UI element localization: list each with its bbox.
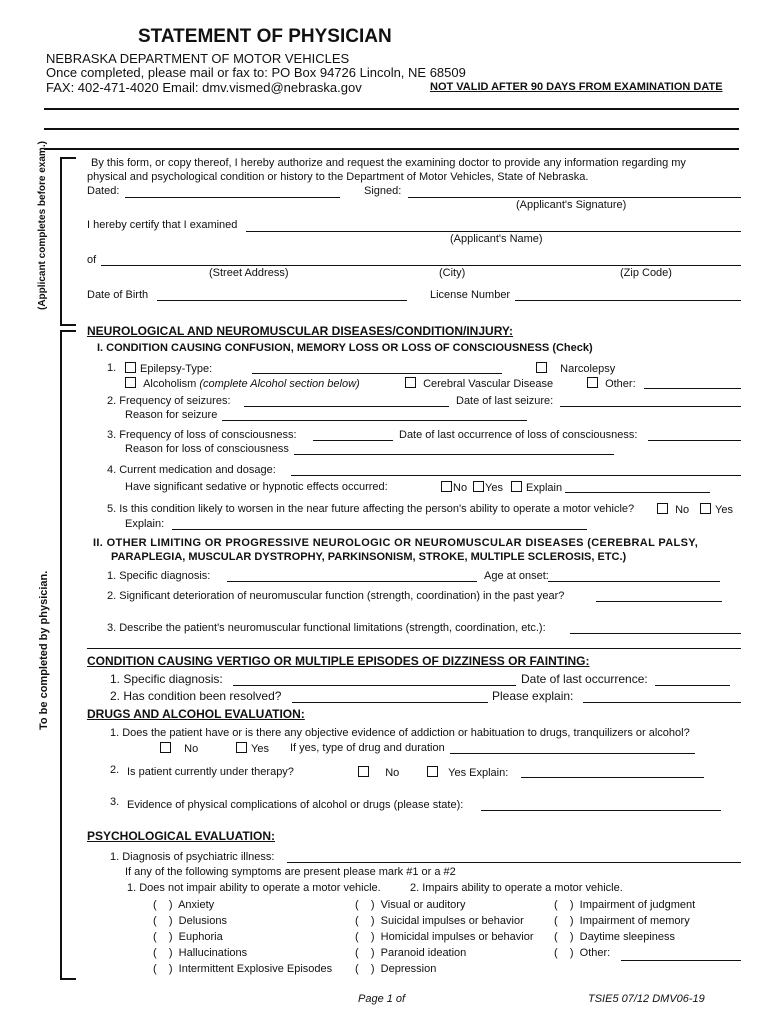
vertigo-last-field[interactable] <box>655 685 730 686</box>
therapy-explain-label: Yes Explain: <box>448 767 509 779</box>
sedative-yes-option <box>473 481 503 494</box>
symptom-row <box>153 929 332 945</box>
mail-instructions: Once completed, please mail or fax to: PO Box 94726 Lincoln, NE 68509 <box>46 65 466 80</box>
sedative-no-checkbox[interactable] <box>441 481 452 492</box>
symptom-row <box>355 913 534 929</box>
street-caption: (Street Address) <box>209 267 289 279</box>
symptom-row <box>355 929 534 945</box>
symptom-column-3 <box>554 897 695 961</box>
dated-field[interactable] <box>125 197 340 198</box>
dated-label: Dated: <box>87 185 120 197</box>
symptom-mark-field[interactable]: ( ) <box>153 947 179 959</box>
symptom-row <box>554 929 695 945</box>
symptom-label: Other: <box>579 947 611 959</box>
symptom-row <box>153 961 332 977</box>
sedative-yes-checkbox[interactable] <box>473 481 484 492</box>
addiction-no-option <box>160 742 198 755</box>
applicant-name-field[interactable] <box>246 231 741 232</box>
addiction-question: 1. Does the patient have or is there any objective evidence of addiction or habituation to drugs, tranquilizers or alcohol? <box>110 727 690 739</box>
page-number: Page 1 of <box>358 993 406 1005</box>
therapy-yes-option <box>427 766 508 779</box>
symptom-label: Depression <box>380 963 437 975</box>
symptom-label: Visual or auditory <box>380 899 466 911</box>
symptom-label: Suicidal impulses or behavior <box>380 915 524 927</box>
other-option <box>587 377 636 390</box>
signature-caption: (Applicant's Signature) <box>516 199 627 211</box>
sedative-explain-option <box>511 481 562 494</box>
symptom-mark-field[interactable]: ( ) <box>355 963 381 975</box>
worsen-yes-label: Yes <box>715 504 733 516</box>
consciousness-reason-label: Reason for loss of consciousness <box>125 443 289 455</box>
validity-notice: NOT VALID AFTER 90 DAYS FROM EXAMINATION DATE <box>430 81 723 93</box>
symptom-label: Euphoria <box>178 931 223 943</box>
symptom-mark-field[interactable]: ( ) <box>554 931 580 943</box>
neuro-heading: NEUROLOGICAL AND NEUROMUSCULAR DISEASES/CONDITION/INJURY: <box>87 324 514 338</box>
limitations-field[interactable] <box>570 633 741 634</box>
last-seizure-field[interactable] <box>560 406 741 407</box>
cerebral-option <box>405 377 553 390</box>
symptom-row <box>153 945 332 961</box>
seizure-reason-field[interactable] <box>222 420 527 421</box>
other-label: Other: <box>605 378 636 390</box>
symptom-mark-field[interactable]: ( ) <box>355 931 381 943</box>
complications-question: Evidence of physical complications of alcohol or drugs (please state): <box>127 799 464 811</box>
sedative-no-label: No <box>453 482 468 494</box>
complications-number: 3. <box>110 796 120 808</box>
header-divider-3 <box>44 148 739 150</box>
symptom-row <box>153 897 332 913</box>
of-label: of <box>87 254 97 266</box>
department-name: NEBRASKA DEPARTMENT OF MOTOR VEHICLES <box>46 51 350 66</box>
neuro-subheading-2: II. OTHER LIMITING OR PROGRESSIVE NEUROLOGIC OR NEUROMUSCULAR DISEASES (CEREBRAL PALSY, <box>93 537 699 549</box>
symptom-mark-field[interactable]: ( ) <box>355 947 381 959</box>
symptom-label: Hallucinations <box>178 947 248 959</box>
drug-type-label: If yes, type of drug and duration <box>290 742 445 754</box>
signed-label: Signed: <box>364 185 402 197</box>
symptom-other-field[interactable] <box>621 960 741 961</box>
consciousness-reason-field[interactable] <box>294 454 614 455</box>
vertigo-diagnosis-field[interactable] <box>233 685 516 686</box>
worsen-yes-option <box>700 503 733 516</box>
psych-diagnosis-field[interactable] <box>287 862 741 863</box>
vertigo-diagnosis-label: 1. Specific diagnosis: <box>110 672 223 686</box>
symptom-label: Impairment of memory <box>579 915 690 927</box>
addiction-yes-label: Yes <box>251 743 269 755</box>
specific-diagnosis-label: 1. Specific diagnosis: <box>107 570 211 582</box>
addiction-yes-checkbox[interactable] <box>236 742 247 753</box>
symptom-row <box>355 897 534 913</box>
symptom-label: Homicidal impulses or behavior <box>380 931 534 943</box>
certify-label: I hereby certify that I examined <box>87 219 238 231</box>
sedative-explain-label: Explain <box>526 482 563 494</box>
zip-caption: (Zip Code) <box>620 267 672 279</box>
therapy-number: 2. <box>110 764 120 776</box>
page-title: STATEMENT OF PHYSICIAN <box>138 26 392 47</box>
other-checkbox[interactable] <box>587 377 598 388</box>
symptom-mark-field[interactable]: ( ) <box>153 899 179 911</box>
narcolepsy-checkbox[interactable] <box>536 362 547 373</box>
deterioration-field[interactable] <box>596 601 722 602</box>
symptom-row <box>554 945 695 961</box>
symptom-column-1 <box>153 897 332 977</box>
physician-side-label: To be completed by physician. <box>38 570 50 730</box>
vertigo-explain-label: Please explain: <box>492 689 574 703</box>
symptom-mark-field[interactable]: ( ) <box>554 899 580 911</box>
dob-field[interactable] <box>157 300 407 301</box>
sedative-label: Have significant sedative or hypnotic effects occurred: <box>125 481 388 493</box>
addiction-yes-option <box>236 742 269 755</box>
symptom-mark-field[interactable]: ( ) <box>355 899 381 911</box>
vertigo-heading: CONDITION CAUSING VERTIGO OR MULTIPLE EPISODES OF DIZZINESS OR FAINTING: <box>87 654 590 668</box>
form-code: TSIE5 07/12 DMV06-19 <box>588 993 705 1005</box>
medication-label: 4. Current medication and dosage: <box>107 464 276 476</box>
dob-label: Date of Birth <box>87 289 149 301</box>
drug-type-field[interactable] <box>450 753 695 754</box>
cerebral-checkbox[interactable] <box>405 377 416 388</box>
therapy-no-option <box>358 766 399 779</box>
vertigo-explain-field[interactable] <box>583 702 741 703</box>
symptom-column-2 <box>355 897 534 977</box>
limitations-question: 3. Describe the patient's neuromuscular functional limitations (strength, coordination, etc.): <box>107 622 546 634</box>
vertigo-resolved-field[interactable] <box>292 702 488 703</box>
license-field[interactable] <box>515 300 741 301</box>
vertigo-resolved-label: 2. Has condition been resolved? <box>110 689 282 703</box>
neuro-subheading-2b: PARAPLEGIA, MUSCULAR DYSTROPHY, PARKINSONISM, STROKE, MULTIPLE SCLEROSIS, ETC.) <box>111 551 627 563</box>
age-onset-field[interactable] <box>548 581 720 582</box>
symptom-row <box>153 913 332 929</box>
symptom-mark-field[interactable]: ( ) <box>355 915 381 927</box>
alcoholism-checkbox[interactable] <box>125 377 136 388</box>
last-seizure-label: Date of last seizure: <box>456 395 554 407</box>
last-consciousness-field[interactable] <box>648 440 741 441</box>
cerebral-label: Cerebral Vascular Disease <box>423 378 554 390</box>
last-consciousness-label: Date of last occurrence of loss of consciousness: <box>399 429 638 441</box>
psych-option-2: 2. Impairs ability to operate a motor vehicle. <box>410 882 623 894</box>
alcoholism-option <box>125 377 360 390</box>
therapy-no-label: No <box>385 767 400 779</box>
worsen-explain-label: Explain: <box>125 518 165 530</box>
symptom-row <box>554 913 695 929</box>
therapy-yes-checkbox[interactable] <box>427 766 438 777</box>
limitations-field-2[interactable] <box>87 648 741 649</box>
symptom-label: Daytime sleepiness <box>579 931 676 943</box>
worsen-explain-field[interactable] <box>172 529 587 530</box>
sedative-no-option <box>441 481 467 494</box>
worsen-yes-checkbox[interactable] <box>700 503 711 514</box>
worsen-question: 5. Is this condition likely to worsen in the near future affecting the person's ability to operate a motor vehicle? <box>107 503 635 515</box>
alcoholism-label: Alcoholism <box>143 378 197 390</box>
authorization-text-1: By this form, or copy thereof, I hereby authorize and request the examining doctor to provide any information regarding my <box>91 157 686 169</box>
name-caption: (Applicant's Name) <box>450 233 543 245</box>
epilepsy-label: Epilepsy-Type: <box>140 363 213 375</box>
worsen-no-checkbox[interactable] <box>657 503 668 514</box>
city-caption: (City) <box>439 267 466 279</box>
age-onset-label: Age at onset: <box>484 570 549 582</box>
worsen-no-label: No <box>675 504 690 516</box>
specific-diagnosis-field[interactable] <box>227 581 477 582</box>
sedative-explain-checkbox[interactable] <box>511 481 522 492</box>
symptom-label: Impairment of judgment <box>579 899 696 911</box>
medication-field[interactable] <box>291 475 741 476</box>
vertigo-last-label: Date of last occurrence: <box>521 672 648 686</box>
symptom-row <box>355 945 534 961</box>
header-divider-1 <box>44 108 739 110</box>
symptom-label: Paranoid ideation <box>380 947 467 959</box>
seizure-frequency-label: 2. Frequency of seizures: <box>107 395 231 407</box>
seizure-frequency-field[interactable] <box>244 406 449 407</box>
symptom-row <box>554 897 695 913</box>
applicant-bracket <box>60 157 76 326</box>
symptom-mark-field[interactable]: ( ) <box>153 915 179 927</box>
other-field[interactable] <box>644 388 741 389</box>
narcolepsy-option <box>536 362 615 375</box>
symptom-row <box>355 961 534 977</box>
symptom-label: Intermittent Explosive Episodes <box>178 963 333 975</box>
symptom-mark-field[interactable]: ( ) <box>554 947 580 959</box>
epilepsy-option <box>125 362 212 375</box>
epilepsy-checkbox[interactable] <box>125 362 136 373</box>
narcolepsy-label: Narcolepsy <box>560 363 616 375</box>
therapy-no-checkbox[interactable] <box>358 766 369 777</box>
symptom-mark-field[interactable]: ( ) <box>153 963 179 975</box>
fax-email-line: FAX: 402-471-4020 Email: dmv.vismed@nebraska.gov <box>46 80 362 95</box>
worsen-no-option <box>657 503 689 516</box>
deterioration-question: 2. Significant deterioration of neuromuscular function (strength, coordination) in the past year? <box>107 590 565 602</box>
symptom-mark-field[interactable]: ( ) <box>554 915 580 927</box>
psych-heading: PSYCHOLOGICAL EVALUATION: <box>87 829 276 843</box>
alcoholism-note: (complete Alcohol section below) <box>199 378 360 390</box>
physician-bracket <box>60 330 76 980</box>
consciousness-frequency-label: 3. Frequency of loss of consciousness: <box>107 429 297 441</box>
neuro-subheading-1: I. CONDITION CAUSING CONFUSION, MEMORY LOSS OR LOSS OF CONSCIOUSNESS (Check) <box>97 342 593 354</box>
complications-field[interactable] <box>481 810 721 811</box>
sedative-yes-label: Yes <box>485 482 503 494</box>
consciousness-frequency-field[interactable] <box>313 440 393 441</box>
psych-diagnosis-label: 1. Diagnosis of psychiatric illness: <box>110 851 275 863</box>
therapy-explain-field[interactable] <box>521 777 704 778</box>
seizure-reason-label: Reason for seizure <box>125 409 218 421</box>
addiction-no-checkbox[interactable] <box>160 742 171 753</box>
epilepsy-type-field[interactable] <box>252 373 502 374</box>
q1-number: 1. <box>107 362 117 374</box>
applicant-side-label: (Applicant completes before exam.) <box>37 141 48 310</box>
psych-instructions: If any of the following symptoms are present please mark #1 or a #2 <box>125 866 456 878</box>
addiction-no-label: No <box>184 743 199 755</box>
symptom-label: Anxiety <box>178 899 215 911</box>
symptom-mark-field[interactable]: ( ) <box>153 931 179 943</box>
sedative-explain-field[interactable] <box>565 492 710 493</box>
drugs-heading: DRUGS AND ALCOHOL EVALUATION: <box>87 707 305 721</box>
header-divider-2 <box>44 128 739 130</box>
psych-option-1: 1. Does not impair ability to operate a motor vehicle. <box>127 882 381 894</box>
signature-field[interactable] <box>408 197 741 198</box>
therapy-question: Is patient currently under therapy? <box>127 766 294 778</box>
authorization-text-2: physical and psychological condition or history to the Department of Motor Vehicles, State of Nebraska. <box>87 171 589 183</box>
address-field[interactable] <box>101 265 741 266</box>
symptom-label: Delusions <box>178 915 227 927</box>
license-label: License Number <box>430 289 511 301</box>
